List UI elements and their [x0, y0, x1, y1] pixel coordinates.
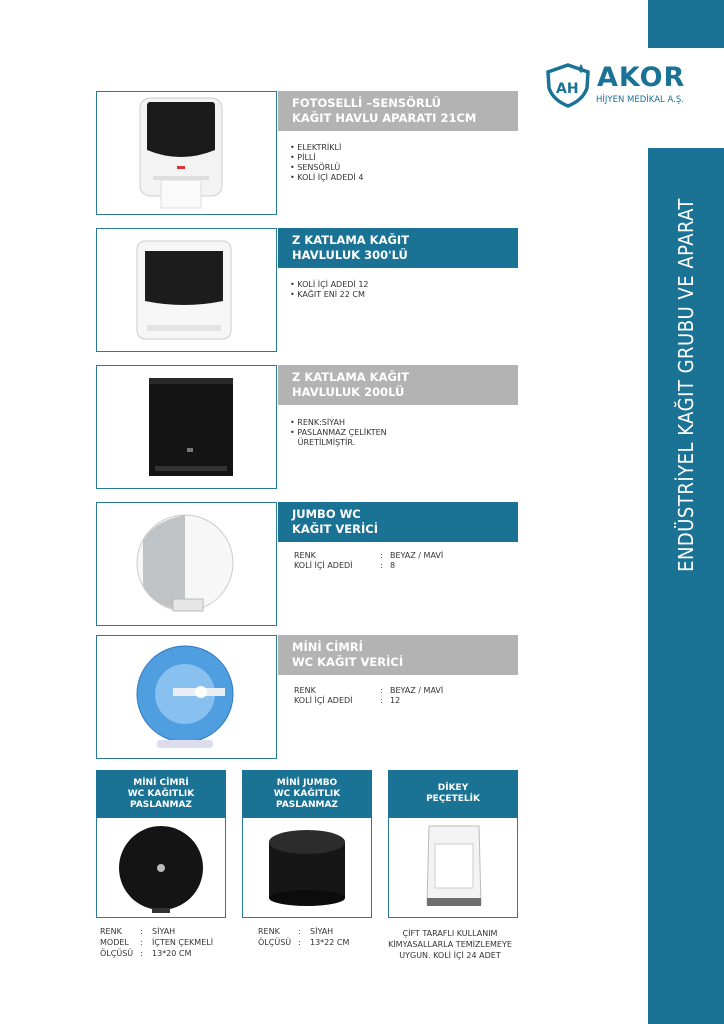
spec-row [100, 926, 213, 937]
product-title-line: JUMBO WC [292, 507, 361, 521]
product-image-box [96, 635, 277, 759]
sidebar-title: ENDÜSTRİYEL KAĞIT GRUBU VE APARAT [674, 198, 698, 572]
bottom-product-title [242, 770, 372, 818]
bottom-product-title [96, 770, 226, 818]
napkin-holder-image [389, 818, 517, 916]
jumbo-wc-dispenser-image [97, 503, 276, 625]
bullet-item: • ELEKTRİKLİ [290, 143, 342, 152]
z-fold-towel-dispenser-image [97, 229, 276, 351]
spec-row [100, 948, 213, 959]
spec-colon: : [140, 938, 143, 947]
bullet-item: • KOLİ İÇİ ADEDİ 12 [290, 280, 369, 289]
title-line: MİNİ JUMBO [276, 777, 338, 788]
spec-colon: : [298, 938, 301, 947]
product-title-band [278, 365, 518, 405]
product-title-line: HAVLULUK 200LÜ [292, 385, 405, 399]
title-line: PASLANMAZ [130, 799, 192, 810]
bottom-product-image-box [388, 818, 518, 918]
brand-name: AKOR [597, 62, 686, 93]
title-line: WC KAĞITLIK [273, 788, 341, 799]
bullet-item: • PİLLİ [290, 153, 316, 162]
spec-key: RENK [100, 927, 122, 936]
black-round-dispenser-image [97, 818, 225, 916]
title-line: MİNİ CİMRİ [133, 777, 189, 788]
spec-key: KOLİ İÇİ ADEDİ [294, 561, 353, 570]
spec-colon: : [380, 696, 383, 705]
bottom-product-image-box [242, 818, 372, 918]
product-title-line: WC KAĞIT VERİCİ [292, 655, 404, 669]
title-line: PASLANMAZ [276, 799, 338, 810]
shield-icon [543, 62, 593, 108]
brand-logo [543, 62, 693, 112]
spec-colon: : [380, 551, 383, 560]
bullet-item: • KOLİ İÇİ ADEDİ 4 [290, 173, 364, 182]
bottom-spec-table [258, 926, 349, 948]
bullet-item: • KAĞIT ENİ 22 CM [290, 290, 365, 299]
spec-value: SİYAH [310, 927, 334, 936]
spec-row [100, 937, 213, 948]
brand-tagline: HİJYEN MEDİKAL A.Ş. [596, 95, 684, 105]
product-bullet-list [290, 280, 369, 300]
product-image-box [96, 91, 277, 215]
spec-row [294, 696, 443, 706]
title-line: WC KAĞITLIK [127, 788, 195, 799]
spec-colon: : [140, 949, 143, 958]
black-cylinder-dispenser-image [243, 818, 371, 916]
product-title-band [278, 228, 518, 268]
spec-key: ÖLÇÜSÜ [100, 949, 134, 958]
bottom-product-image-box [96, 818, 226, 918]
product-title-band [278, 91, 518, 131]
spec-row [294, 551, 443, 561]
product-title-line: KAĞIT VERİCİ [292, 522, 378, 536]
spec-colon: : [298, 927, 301, 936]
title-line: PEÇETELİK [426, 794, 480, 804]
spec-key: ÖLÇÜSÜ [258, 938, 292, 947]
product-title-band [278, 502, 518, 542]
product-title-line: MİNİ CİMRİ [292, 640, 363, 654]
description-line: KİMYASALLARLA TEMİZLEMEYE [388, 940, 512, 949]
spec-value: İÇTEN ÇEKMELİ [152, 938, 214, 947]
product-title-band [278, 635, 518, 675]
mini-wc-dispenser-image [97, 636, 276, 758]
spec-value: BEYAZ / MAVİ [390, 686, 444, 695]
brand-mark: AH [556, 81, 579, 97]
spec-key: KOLİ İÇİ ADEDİ [294, 696, 353, 705]
bottom-description [375, 928, 525, 961]
bullet-item: ÜRETİLMİŞTİR. [290, 438, 356, 447]
spec-value: BEYAZ / MAVİ [390, 551, 444, 560]
description-line: ÇİFT TARAFLI KULLANIM [402, 929, 498, 938]
product-title-line: HAVLULUK 300'LÜ [292, 248, 408, 262]
spec-key: MODEL [100, 938, 129, 947]
spec-value: 13*20 CM [152, 949, 192, 958]
product-image-box [96, 502, 277, 626]
bullet-item: • RENK:SİYAH [290, 418, 345, 427]
bottom-product-title [388, 770, 518, 818]
spec-key: RENK [294, 686, 316, 695]
spec-value: SİYAH [152, 927, 176, 936]
product-image-box [96, 228, 277, 352]
spec-row [258, 937, 349, 948]
sensor-towel-dispenser-image [97, 92, 276, 214]
spec-row [294, 686, 443, 696]
product-bullet-list [290, 418, 387, 448]
bullet-item: • PASLANMAZ ÇELİKTEN [290, 428, 387, 437]
spec-value: 8 [390, 561, 396, 570]
product-title-line: Z KATLAMA KAĞIT [292, 370, 410, 384]
spec-colon: : [380, 561, 383, 570]
product-bullet-list [290, 143, 363, 183]
product-spec-table [294, 551, 443, 571]
product-title-line: KAĞIT HAVLU APARATI 21CM [292, 111, 477, 125]
product-spec-table [294, 686, 443, 706]
description-line: UYGUN. KOLİ İÇİ 24 ADET [399, 951, 501, 960]
spec-row [294, 561, 443, 571]
spec-value: 13*22 CM [310, 938, 350, 947]
spec-row [258, 926, 349, 937]
title-line: DİKEY [437, 783, 469, 793]
bottom-spec-table [100, 926, 213, 959]
black-z-fold-dispenser-image [97, 366, 276, 488]
product-image-box [96, 365, 277, 489]
bullet-item: • SENSÖRLÜ [290, 163, 341, 172]
spec-key: RENK [294, 551, 316, 560]
product-title-line: FOTOSELLİ –SENSÖRLÜ [292, 96, 442, 110]
spec-colon: : [140, 927, 143, 936]
product-title-line: Z KATLAMA KAĞIT [292, 233, 410, 247]
spec-colon: : [380, 686, 383, 695]
spec-value: 12 [390, 696, 401, 705]
spec-key: RENK [258, 927, 280, 936]
